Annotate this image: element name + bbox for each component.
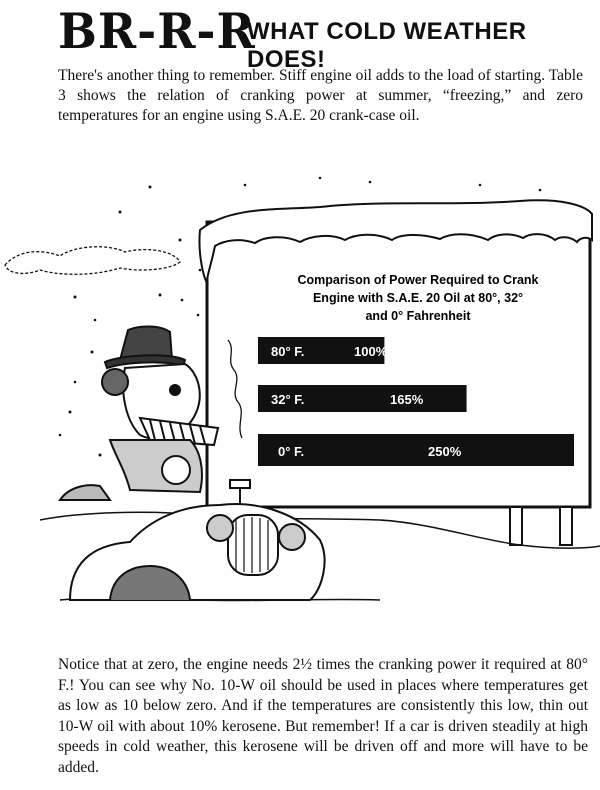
closing-paragraph: Notice that at zero, the engine needs 2½ times the cranking power it required at 80° F.! You can see why No. 10-W oil should be used in places where temperatures get as low as 10 below zero. And if the temperatures are consistently this low, thin out 10-W oil with about 10% kerosene. But remember! If a car is driven steadily at high speeds in cold weather, this kerosene will be driven off and more will have to be added. [58,656,588,776]
category-label-80f: 80° F. [271,344,305,359]
chart-title-line-3: and 0° Fahrenheit [365,309,471,323]
category-label-0f: 0° F. [278,444,305,459]
chart-title-line-1: Comparison of Power Required to Crank [297,273,539,287]
bar-0f [258,434,574,466]
brr-title: BR-R-R [58,2,256,60]
value-label-80f: 100% [354,344,388,359]
intro-paragraph: There's another thing to remember. Stiff engine oil adds to the load of starting. Table 3 shows the relation of cranking power at summer, “freezing,” and zero temperatures for an engine using S.A.E. 20 crank-case oil. [58,67,583,124]
chart-title-line-2: Engine with S.A.E. 20 Oil at 80°, 32° [312,291,524,305]
cloud-illustration [5,247,180,275]
value-label-32f: 165% [390,392,424,407]
billboard [199,200,592,545]
category-label-32f: 32° F. [271,392,305,407]
headline: WHAT COLD WEATHER DOES! [247,18,527,73]
value-label-0f: 250% [428,444,462,459]
